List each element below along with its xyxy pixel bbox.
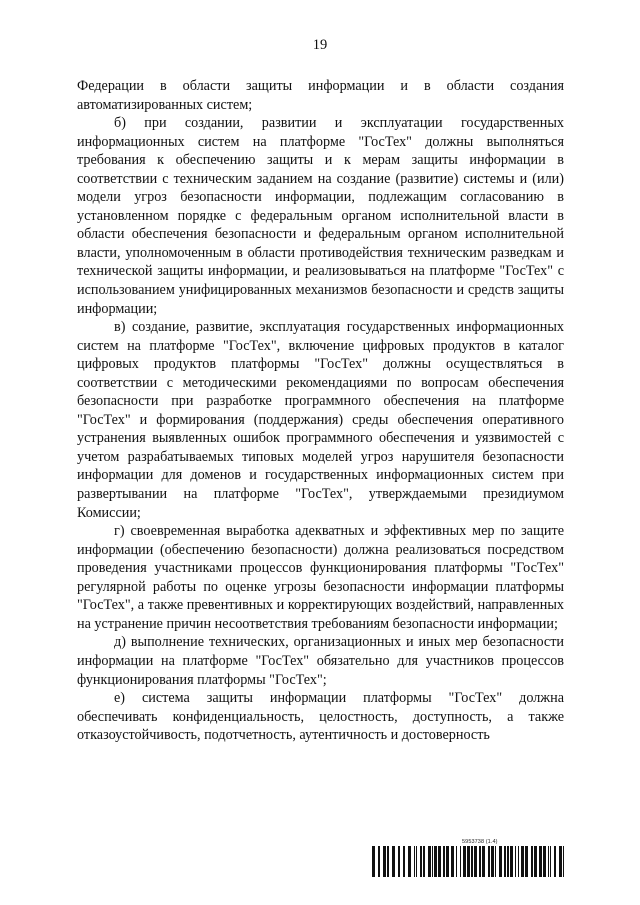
page-number: 19 — [312, 37, 328, 53]
paragraph-item-g: г) своевременная выработка адекватных и эффективных мер по защите информации (обеспечению безопасности) должна реализоваться посредством проведения участниками процессов функционирования платформы "ГосТех" регулярной работы по оценке угрозы безопасности информации платформы "ГосТех", а также превентивных и корректирующих воздействий, направленных на устранение причин несоответствия требованиям безопасности информации; — [77, 523, 564, 632]
document-code: 5953738 (1.4) — [462, 839, 498, 845]
paragraph-item-d: д) выполнение технических, организационных и иных мер безопасности информации на платформе "ГосТех" обязательно для участников процессов функционирования платформы "ГосТех"; — [77, 634, 564, 688]
paragraph-item-e: е) система защиты информации платформы "ГосТех" должна обеспечивать конфиденциальность, целостность, доступность, а также отказоустойчивость, подотчетность, аутентичность и достоверность — [77, 690, 564, 744]
body-text — [77, 77, 564, 745]
paragraph-item-v: в) создание, развитие, эксплуатация государственных информационных систем на платформе "ГосТех", включение цифровых продуктов в каталог цифровых продуктов платформы "ГосТех" должны осуществляться в соответствии с методическими рекомендациями по вопросам обеспечения безопасности при разработке программного обеспечения на платформе "ГосТех" и формирования (поддержания) среды обеспечения оперативного устранения выявленных ошибок программного обеспечения и уязвимостей с учетом разрабатываемых типовых моделей угроз нарушителя безопасности информации для доменов и государственных информационных систем при развертывании на платформе "ГосТех", утверждаемыми президиумом Комиссии; — [77, 319, 564, 521]
barcode-image — [372, 846, 566, 877]
paragraph-item-b: б) при создании, развитии и эксплуатации государственных информационных систем на платформе "ГосТех" должны выполняться требования к обеспечению защиты и к мерам защиты информации в соответствии с техническим заданием на создание (развитие) системы и (или) модели угроз безопасности информации, подлежащим согласованию в установленном порядке с федеральным органом исполнительной власти в области обеспечения безопасности и федеральным органом исполнительной власти, уполномоченным в области противодействия техническим разведкам и технической защиты информации, и реализовываться на платформе "ГосТех" с использованием унифицированных механизмов безопасности и средств защиты информации; — [77, 115, 564, 317]
barcode-gap — [564, 846, 566, 877]
paragraph-continuation: Федерации в области защиты информации и в области создания автоматизированных систем; — [77, 78, 564, 113]
